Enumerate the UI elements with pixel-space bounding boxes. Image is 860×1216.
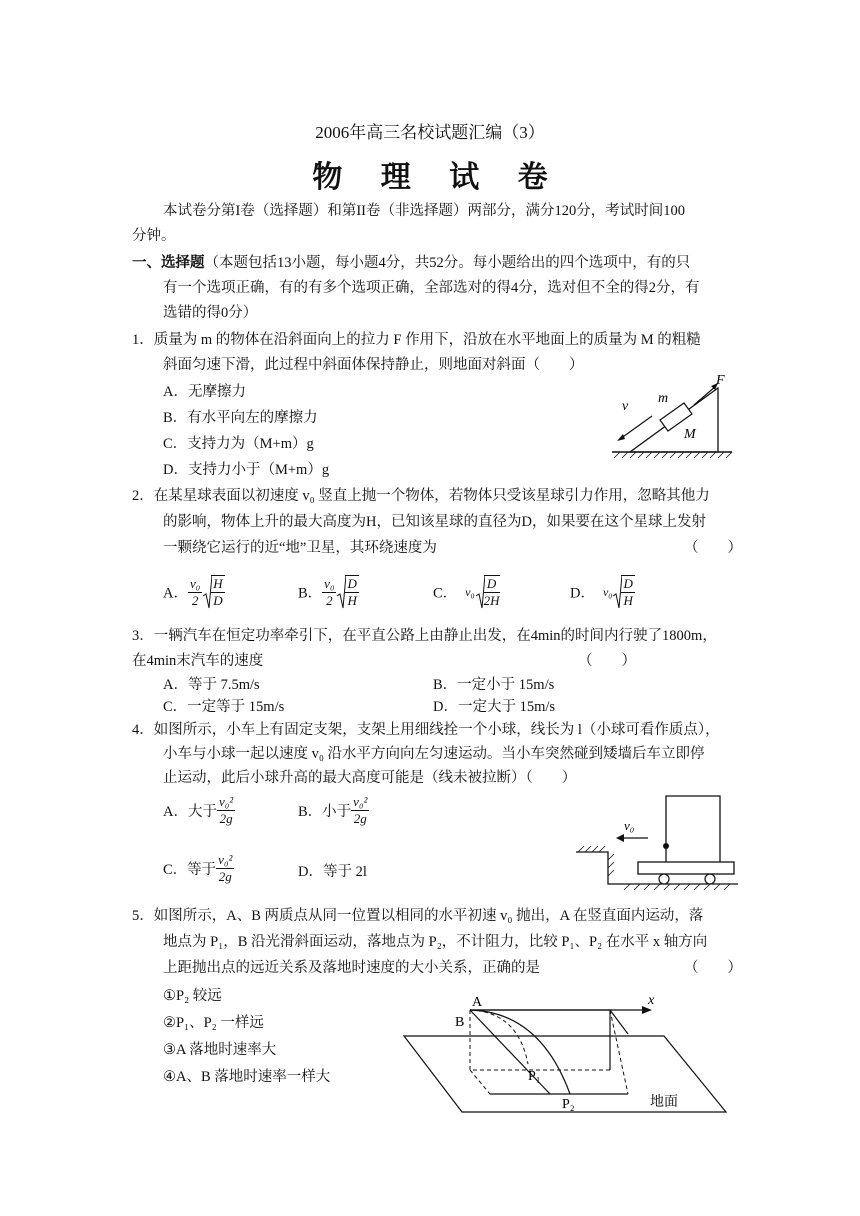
- q2-line-2: 的影响，物体上升的最大高度为H，已知该星球的直径为D，如果要在这个星球上发射: [163, 514, 706, 530]
- q4-fig-v0-label: v₀: [624, 818, 635, 833]
- q3-line-2: 在4min末汽车的速度: [132, 653, 264, 669]
- q4-option-d: D．等于 2l: [298, 864, 367, 880]
- intro-line-2: 分钟。: [132, 228, 176, 244]
- q1-incline-figure: [608, 372, 738, 464]
- section1-label: 一、选择题: [132, 255, 205, 271]
- q5-option-1: ①P₂ 较远: [163, 988, 222, 1004]
- q1-option-a: A．无摩擦力: [163, 384, 246, 400]
- q2-answer-paren: （ ）: [684, 540, 742, 556]
- q1-option-c: C．支持力为（M+m）g: [163, 436, 314, 452]
- q1-fig-F-label: F: [716, 373, 725, 388]
- q2-option-a: A． $\frac{\text{v₀}}{2}$ $\frac{H}{D}$: [163, 575, 223, 608]
- q4-option-c: C．等于 $\frac{\text{v₀²}}{2g}$: [163, 852, 233, 884]
- q5-option-3: ③A 落地时速率大: [163, 1042, 277, 1058]
- q4-cart-figure: [572, 790, 742, 892]
- q1-fig-M-label: M: [684, 427, 696, 442]
- q2-option-d: D． v₀ $\frac{D}{H}$: [570, 576, 633, 608]
- q5-answer-paren: （ ）: [684, 960, 742, 976]
- q5-fig-P2-label: P₂: [562, 1097, 575, 1112]
- q5-projectile-figure: [400, 994, 730, 1116]
- q2-option-b: B． $\frac{\text{v₀}}{2}$ $\frac{D}{H}$: [298, 575, 357, 608]
- section1-line-1: （本题包括13小题，每小题4分，共52分。每小题给出的四个选项中，有的只: [204, 255, 691, 271]
- q1-fig-v-label: v: [622, 399, 629, 414]
- q5-line-3: 上距抛出点的远近关系及落地时速度的大小关系，正确的是: [163, 960, 540, 976]
- q5-fig-ground-label: 地面: [650, 1095, 678, 1110]
- q2-line-3: 一颗绕它运行的近“地”卫星，其环绕速度为: [163, 540, 437, 556]
- q4-line-2: 小车与小球一起以速度 v₀ 沿水平方向向左匀速运动。当小车突然碰到矮墙后车立即停: [163, 746, 705, 762]
- q5-fig-x-label: x: [648, 994, 655, 1008]
- q5-fig-P1-label: P₁: [528, 1069, 541, 1084]
- q3-line-1: 3．一辆汽车在恒定功率牵引下，在平直公路上由静止出发，在4min的时间内行驶了1800m，: [132, 628, 717, 644]
- exam-subtitle: 2006年高三名校试题汇编（3）: [315, 123, 545, 142]
- q3-answer-paren: （ ）: [578, 653, 636, 669]
- q2-option-c: C． v₀ $\frac{D}{2H}$: [433, 576, 500, 608]
- q1-option-d: D．支持力小于（M+m）g: [163, 462, 330, 478]
- q3-option-b: B．一定小于 15m/s: [433, 677, 555, 693]
- q4-option-a: A．大于 $\frac{\text{v₀²}}{2g}$: [163, 794, 234, 826]
- q1-option-b: B．有水平向左的摩擦力: [163, 410, 318, 426]
- intro-line-1: 本试卷分第I卷（选择题）和第II卷（非选择题）两部分，满分120分，考试时间100: [163, 203, 685, 219]
- q3-option-c: C．一定等于 15m/s: [163, 699, 285, 715]
- q3-option-a: A．等于 7.5m/s: [163, 677, 260, 693]
- q4-line-3: 止运动，此后小球升高的最大高度可能是（线未被拉断）（ ）: [163, 770, 577, 786]
- section1-line-3: 选错的得0分）: [163, 305, 258, 321]
- q5-option-2: ②P₁、P₂ 一样远: [163, 1015, 264, 1031]
- q5-line-2: 地点为 P₁，B 沿光滑斜面运动，落地点为 P₂，不计阻力，比较 P₁、P₂ 在水平 x 轴方向: [163, 934, 708, 950]
- section1-heading: [132, 253, 690, 273]
- q3-option-d: D．一定大于 15m/s: [433, 699, 556, 715]
- q5-fig-A-label: A: [472, 995, 483, 1010]
- q4-line-1: 4．如图所示，小车上有固定支架，支架上用细线拴一个小球，线长为 l（小球可看作质点），: [132, 722, 720, 738]
- q5-option-4: ④A、B 落地时速率一样大: [163, 1069, 331, 1085]
- q1-line-1: 1．质量为 m 的物体在沿斜面向上的拉力 F 作用下，沿放在水平地面上的质量为 M 的粗糙: [132, 332, 701, 348]
- q4-option-b: B．小于 $\frac{\text{v₀²}}{2g}$: [298, 794, 368, 826]
- exam-title: 物 理 试 卷: [312, 160, 562, 195]
- q1-fig-m-label: m: [658, 391, 669, 406]
- section1-line-2: 有一个选项正确，有的有多个选项正确，全部选对的得4分，选对但不全的得2分，有: [163, 280, 700, 296]
- q1-line-2: 斜面匀速下滑，此过程中斜面体保持静止，则地面对斜面（ ）: [163, 357, 584, 373]
- q5-fig-B-label: B: [455, 1015, 465, 1030]
- q2-line-1: 2．在某星球表面以初速度 v₀ 竖直上抛一个物体，若物体只受该星球引力作用，忽略其他力: [132, 488, 710, 504]
- q5-line-1: 5．如图所示，A、B 两质点从同一位置以相同的水平初速 v₀ 抛出，A 在竖直面内运动，落: [132, 908, 704, 924]
